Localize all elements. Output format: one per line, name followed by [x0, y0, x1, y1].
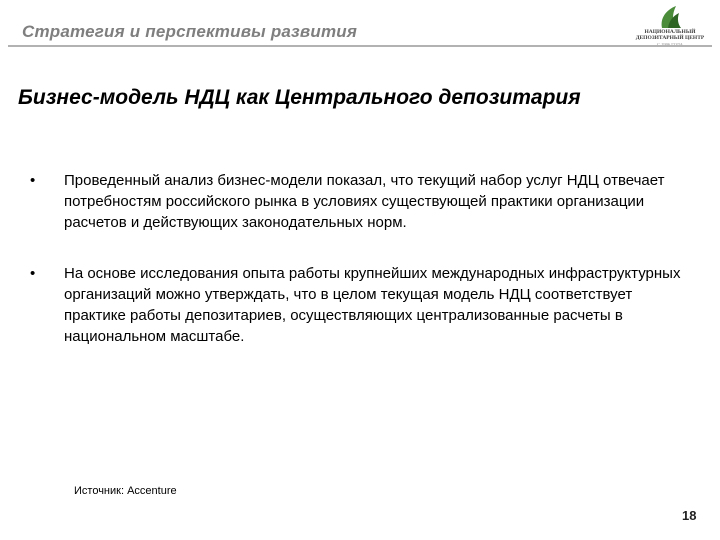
logo-text-line1: НАЦИОНАЛЬНЫЙ — [644, 29, 696, 35]
bullet-item — [30, 170, 690, 233]
bullet-text: На основе исследования опыта работы крупнейших международных инфраструктурных организаций можно утверждать, что в целом текущая модель НДЦ соответствует практике работы депозитариев, осуществляющих централизованные расчеты в национальном масштабе. — [64, 265, 681, 345]
bullet-item — [30, 263, 690, 347]
page-number: 18 — [682, 508, 697, 523]
ndc-logo-leaf-icon — [632, 4, 708, 30]
bullet-text: Проведенный анализ бизнес-модели показал, что текущий набор услуг НДЦ отвечает потребностям российского рынка в условиях существующей практики организации расчетов и действующих законодательных норм. — [64, 172, 665, 231]
header-divider — [8, 45, 712, 47]
bullet-marker: • — [30, 265, 36, 282]
section-title: Стратегия и перспективы развития — [22, 22, 358, 41]
source-note: Источник: Accenture — [74, 485, 177, 497]
bullet-marker: • — [30, 172, 36, 189]
logo-text-line2: ДЕПОЗИТАРНЫЙ ЦЕНТР — [635, 35, 705, 41]
bullet-list — [30, 170, 690, 347]
slide-title: Бизнес-модель НДЦ как Центрального депозитария — [18, 86, 581, 109]
ndc-logo — [632, 4, 708, 46]
